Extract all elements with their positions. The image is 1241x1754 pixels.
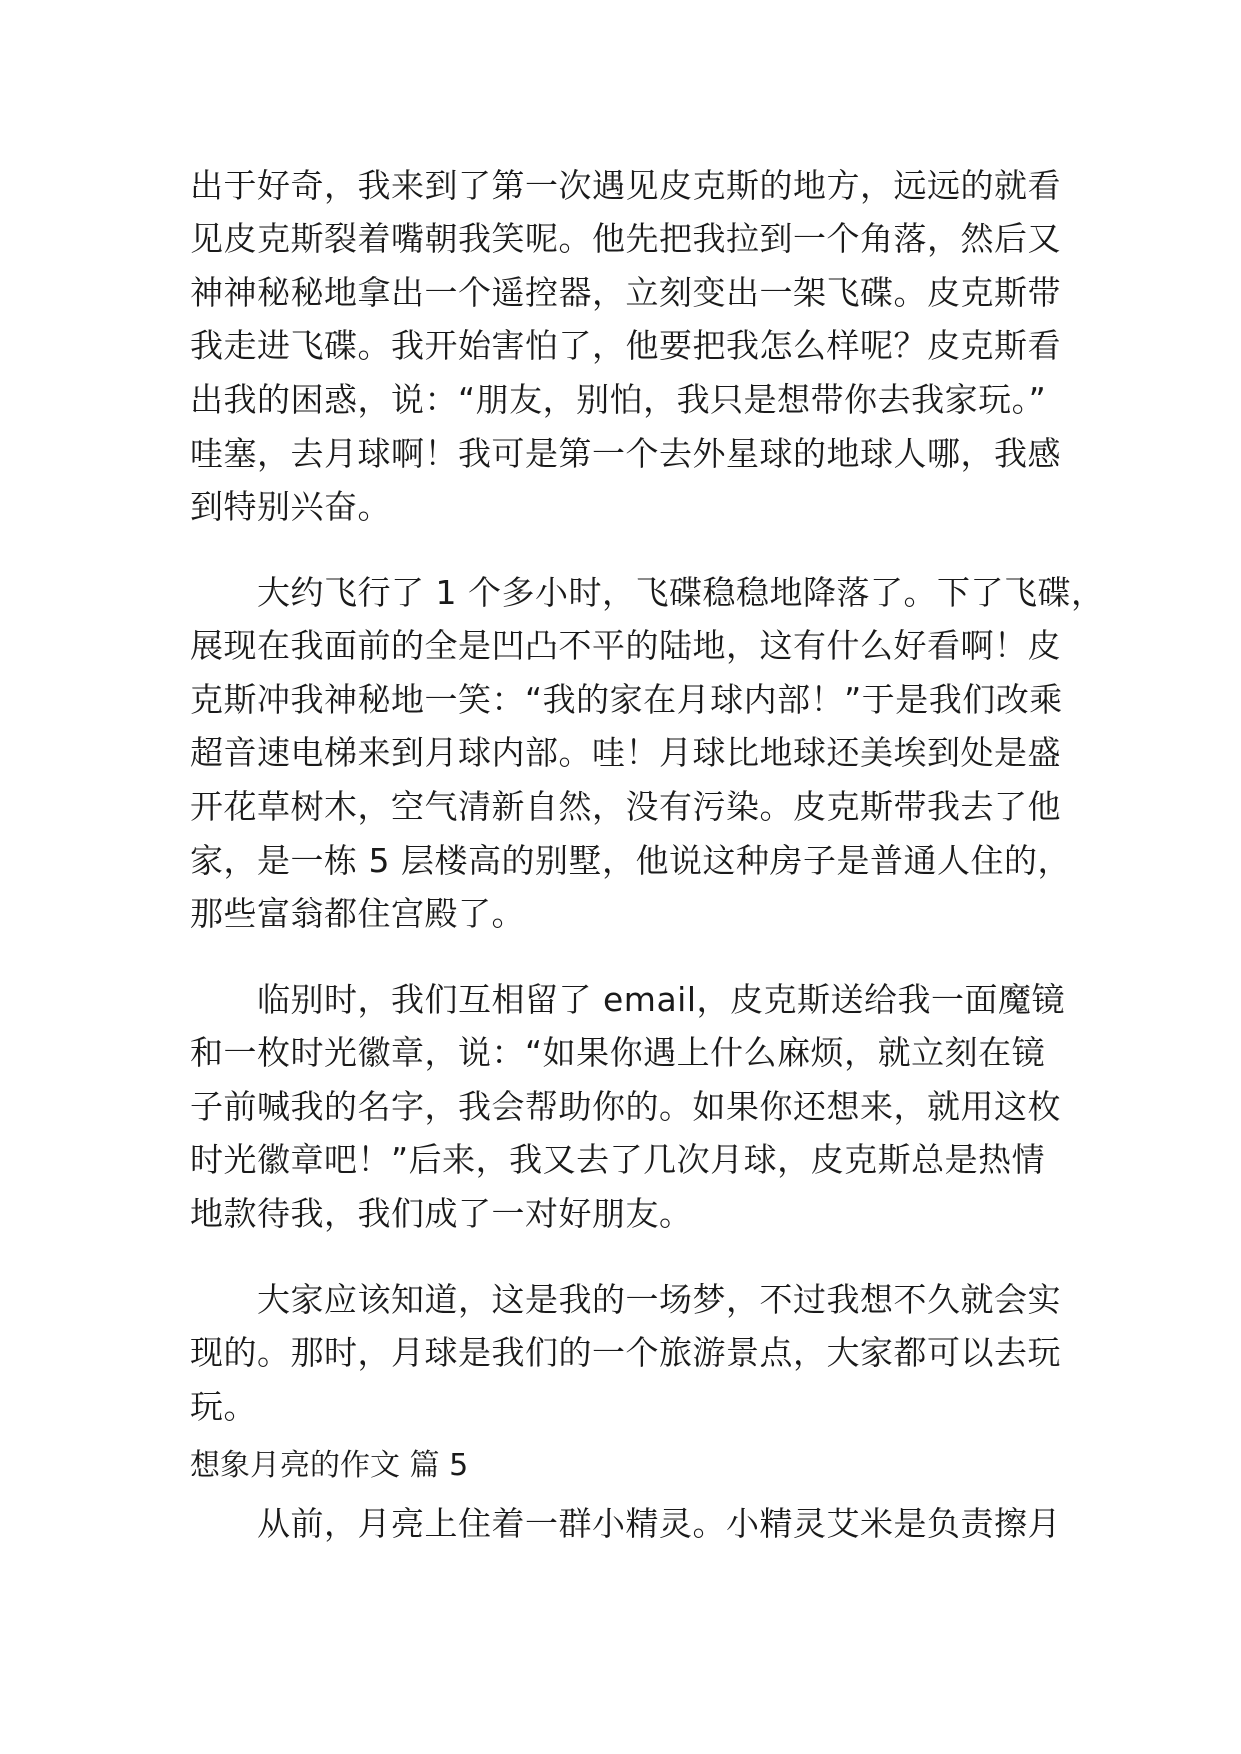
paragraph-4-line-2: 现的。那时，月球是我们的一个旅游景点，大家都可以去玩	[190, 1333, 1061, 1372]
paragraph-3-line-5: 地款待我，我们成了一对好朋友。	[190, 1194, 693, 1233]
paragraph-2-line-6: 家，是一栋 5 层楼高的别墅，他说这种房子是普通人住的，	[190, 841, 1071, 880]
paragraph-2-line-2: 展现在我面前的全是凹凸不平的陆地，这有什么好看啊！皮	[190, 626, 1061, 665]
paragraph-1-line-1: 出于好奇，我来到了第一次遇见皮克斯的地方，远远的就看	[190, 166, 1061, 205]
paragraph-1-line-2: 见皮克斯裂着嘴朝我笑呢。他先把我拉到一个角落，然后又	[190, 219, 1061, 258]
paragraph-4-line-3: 玩。	[190, 1387, 257, 1426]
paragraph-2-line-3: 克斯冲我神秘地一笑：“我的家在月球内部！”于是我们改乘	[190, 680, 1063, 719]
paragraph-2-line-7: 那些富翁都住宫殿了。	[190, 894, 525, 933]
paragraph-4-line-1: 大家应该知道，这是我的一场梦，不过我想不久就会实	[257, 1280, 1061, 1319]
paragraph-1-line-7: 到特别兴奋。	[190, 487, 391, 526]
paragraph-2-line-1: 大约飞行了 1 个多小时，飞碟稳稳地降落了。下了飞碟，	[257, 573, 1105, 612]
section-heading: 想象月亮的作文 篇 5	[190, 1448, 469, 1483]
paragraph-1-line-6: 哇塞，去月球啊！我可是第一个去外星球的地球人哪，我感	[190, 434, 1061, 473]
paragraph-2-line-4: 超音速电梯来到月球内部。哇！月球比地球还美埃到处是盛	[190, 733, 1061, 772]
paragraph-3-line-1: 临别时，我们互相留了 email，皮克斯送给我一面魔镜	[257, 980, 1065, 1019]
paragraph-3-line-2: 和一枚时光徽章，说：“如果你遇上什么麻烦，就立刻在镜	[190, 1033, 1046, 1072]
paragraph-5-line-1: 从前，月亮上住着一群小精灵。小精灵艾米是负责擦月	[257, 1504, 1061, 1543]
paragraph-3-line-3: 子前喊我的名字，我会帮助你的。如果你还想来，就用这枚	[190, 1087, 1061, 1126]
paragraph-3-line-4: 时光徽章吧！”后来，我又去了几次月球，皮克斯总是热情	[190, 1140, 1046, 1179]
paragraph-2-line-5: 开花草树木，空气清新自然，没有污染。皮克斯带我去了他	[190, 787, 1061, 826]
paragraph-1-line-5: 出我的困惑，说：“朋友，别怕，我只是想带你去我家玩。”	[190, 380, 1047, 419]
paragraph-1-line-3: 神神秘秘地拿出一个遥控器，立刻变出一架飞碟。皮克斯带	[190, 273, 1061, 312]
paragraph-1-line-4: 我走进飞碟。我开始害怕了，他要把我怎么样呢？皮克斯看	[190, 326, 1061, 365]
